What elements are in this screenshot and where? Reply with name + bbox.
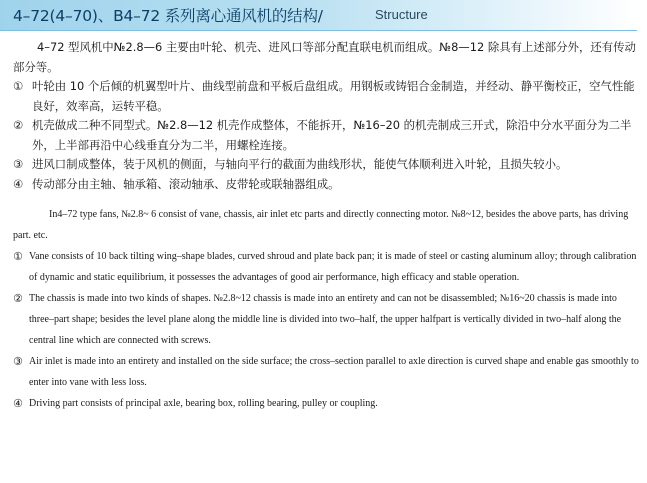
en-item-text: Vane consists of 10 back tilting wing–shape blades, curved shroud and plate back pan; it is made of steel or casting aluminum alloy; through calibration of dynamic and static equilibrium, it possesses the advantages of good air performance, high efficacy and stable operation. (29, 251, 637, 283)
title-banner (0, 0, 637, 31)
zh-list-item (13, 155, 639, 175)
page-title: 4–72(4–70)、B4–72 系列离心通风机的结构/ (13, 7, 323, 25)
zh-intro-paragraph: 4–72 型风机中№2.8—6 主要由叶轮、机壳、进风口等部分配直联电机而组成。№8—12 除具有上述部分外，还有传动部分等。 (13, 40, 636, 74)
en-item-text: The chassis is made into two kinds of shapes. №2.8~12 chassis is made into an entirety and can not be disassembled; №16~20 chassis is made into three–part shape; besides the level plane along the middle line is divided into two–half, the upper halfpart is vertically divided in two–half along the central line which are connected with screws. (29, 293, 622, 346)
item-marker: ① (13, 250, 23, 263)
item-marker: ③ (13, 157, 24, 171)
zh-item-text: 传动部分由主轴、轴承箱、滚动轴承、皮带轮或联轴器组成。 (32, 176, 340, 191)
item-marker: ③ (13, 355, 23, 368)
item-marker: ④ (13, 176, 24, 191)
item-marker: ④ (13, 397, 23, 410)
en-item-text: Air inlet is made into an entirety and installed on the side surface; the cross–section parallel to axle direction is curved shape and enable gas smoothly to enter into vane with less loss. (29, 356, 639, 388)
zh-list-item (13, 175, 639, 195)
zh-list-item (13, 116, 639, 155)
zh-list-item (13, 77, 639, 116)
en-list-item (13, 351, 639, 393)
en-list-item (13, 246, 639, 288)
item-marker: ② (13, 118, 24, 132)
document-body (13, 38, 639, 414)
page-subtitle: Structure (375, 7, 428, 22)
zh-item-text: 叶轮由 10 个后倾的机翼型叶片、曲线型前盘和平板后盘组成。用钢板或铸铝合金制造，并经动、静平衡校正，空气性能良好，效率高，运转平稳。 (32, 79, 635, 113)
en-item-text: Driving part consists of principal axle, bearing box, rolling bearing, pulley or coupling. (29, 398, 378, 409)
zh-item-text: 进风口制成整体，装于风机的侧面，与轴向平行的截面为曲线形状，能使气体顺利进入叶轮，且损失较小。 (32, 157, 568, 171)
en-intro-paragraph: In4–72 type fans, №2.8~ 6 consist of vane, chassis, air inlet etc parts and directly connecting motor. №8~12, besides the above parts, has driving part. etc. (13, 209, 629, 241)
item-marker: ② (13, 292, 23, 305)
en-list-item (13, 393, 639, 414)
en-list-item (13, 288, 639, 351)
item-marker: ① (13, 79, 24, 93)
zh-item-text: 机壳做成二种不同型式。№2.8—12 机壳作成整体，不能拆开，№16–20 的机壳制成三开式，除沿中分水平面分为二半外，上半部再沿中心线垂直分为二半，用螺栓连接。 (32, 118, 632, 152)
